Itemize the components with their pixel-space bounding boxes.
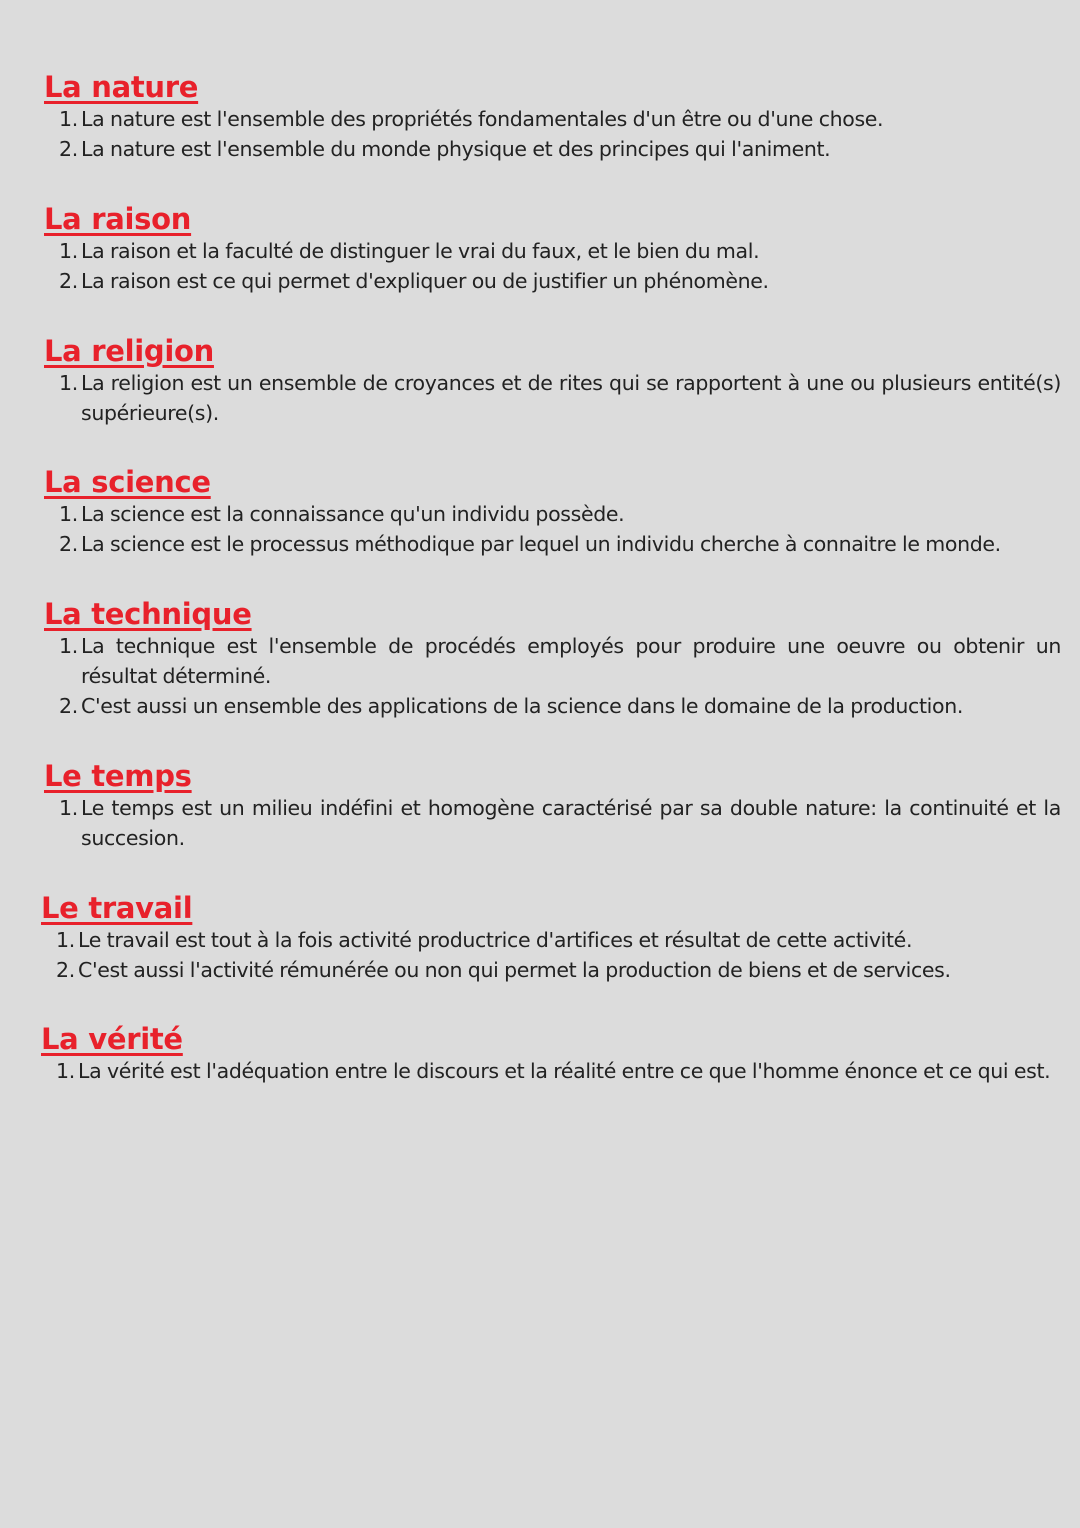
list-item: 1. La nature est l'ensemble des propriétés fondamentales d'un être ou d'une chose.	[59, 107, 884, 131]
section-travail	[41, 891, 1061, 985]
list-item: 2. La science est le processus méthodique par lequel un individu cherche à connaitre le monde.	[59, 532, 1001, 556]
section-science	[44, 465, 1064, 559]
list-item: 2. La raison est ce qui permet d'expliquer ou de justifier un phénomène.	[59, 269, 769, 293]
definition-list	[41, 925, 1061, 985]
list-item: 1. La technique est l'ensemble de procédés employés pour produire une oeuvre ou obtenir un résultat déterminé.	[59, 634, 1061, 688]
section-title: Le temps	[44, 759, 192, 793]
section-temps	[44, 759, 1064, 853]
definition-list	[44, 793, 1064, 853]
section-raison	[44, 202, 1064, 296]
section-technique	[44, 597, 1064, 721]
list-item: 1. La religion est un ensemble de croyances et de rites qui se rapportent à une ou plusieurs entité(s) supérieure(s).	[59, 371, 1061, 425]
list-item: 1. La science est la connaissance qu'un individu possède.	[59, 502, 625, 526]
list-item: 1. La raison et la faculté de distinguer le vrai du faux, et le bien du mal.	[59, 239, 760, 263]
list-item: 1. La vérité est l'adéquation entre le discours et la réalité entre ce que l'homme énonce et ce qui est.	[56, 1059, 1051, 1083]
list-item: 2. C'est aussi un ensemble des applications de la science dans le domaine de la production.	[59, 694, 963, 718]
definition-list	[44, 368, 1064, 428]
section-title: Le travail	[41, 891, 193, 925]
section-title: La religion	[44, 334, 214, 368]
section-title: La vérité	[41, 1022, 183, 1056]
list-item: 1. Le travail est tout à la fois activité productrice d'artifices et résultat de cette activité.	[56, 928, 913, 952]
definition-list	[44, 236, 1064, 296]
definition-list	[44, 104, 1064, 164]
list-item: 2. C'est aussi l'activité rémunérée ou non qui permet la production de biens et de services.	[56, 958, 951, 982]
list-item: 2. La nature est l'ensemble du monde physique et des principes qui l'animent.	[59, 137, 831, 161]
section-title: La raison	[44, 202, 192, 236]
definition-list	[41, 1056, 1061, 1086]
section-title: La nature	[44, 70, 199, 104]
list-item: 1. Le temps est un milieu indéfini et homogène caractérisé par sa double nature: la continuité et la succesion.	[59, 796, 1061, 850]
section-nature	[44, 70, 1064, 164]
section-verite	[41, 1022, 1061, 1086]
definition-list	[44, 499, 1064, 559]
definition-list	[44, 631, 1064, 721]
section-title: La technique	[44, 597, 252, 631]
section-religion	[44, 334, 1064, 428]
section-title: La science	[44, 465, 211, 499]
